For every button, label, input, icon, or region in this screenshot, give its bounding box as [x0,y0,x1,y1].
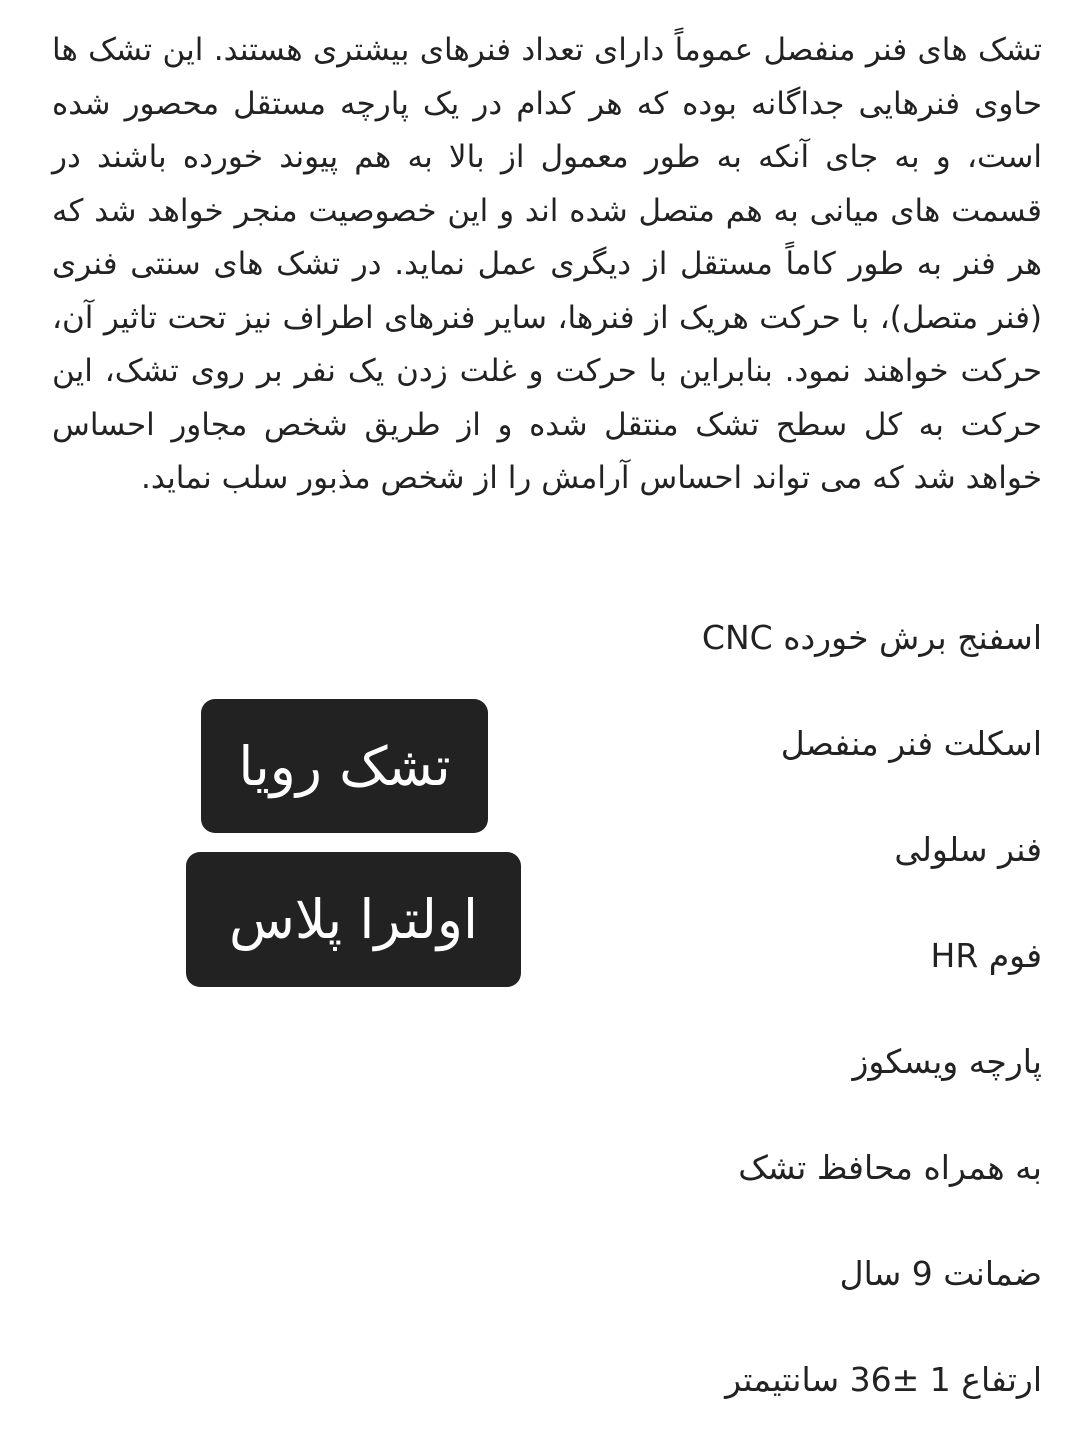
feature-list [482,606,1042,1454]
feature-item-cellular-spring: فنر سلولی [894,830,1042,869]
model-badge-label: اولترا پلاس [229,888,478,951]
feature-item-viscose-fabric: پارچه ویسکوز [852,1042,1042,1081]
feature-item-protector: به همراه محافظ تشک [738,1148,1042,1187]
feature-item-warranty: ضمانت 9 سال [839,1254,1042,1293]
product-description: تشک های فنر منفصل عموماً دارای تعداد فنرهای بیشتری هستند. این تشک ها حاوی فنرهایی جداگانه بوده که هر کدام در یک پارچه مستقل محصور شده است، و به جای آنکه به طور معمول از بالا به هم پیوند خورده باشند در قسمت های میانی به هم متصل شده اند و این خصوصیت منجر خواهد شد که هر فنر به طور کاماً مستقل از دیگری عمل نماید. در تشک های سنتی فنری (فنر متصل)، با حرکت هریک از فنرها، سایر فنرهای اطراف نیز تحت تاثیر آن، حرکت خواهند نمود. بنابراین با حرکت و غلت زدن یک نفر بر روی تشک، این حرکت به کل سطح تشک منتقل شده و از طریق شخص مجاور احساس خواهد شد که می تواند احساس آرامش را از شخص مذبور سلب نماید. [52,32,1042,496]
brand-badge [201,699,488,833]
brand-badge-label: تشک رویا [238,734,451,798]
feature-item-spring-frame: اسکلت فنر منفصل [780,724,1042,763]
feature-item-cnc-foam: اسفنج برش خورده CNC [701,618,1042,657]
feature-item-hr-foam: فوم HR [930,936,1042,975]
model-badge [186,852,521,987]
feature-item-height: ارتفاع 1 ±36 سانتیمتر [725,1360,1042,1399]
